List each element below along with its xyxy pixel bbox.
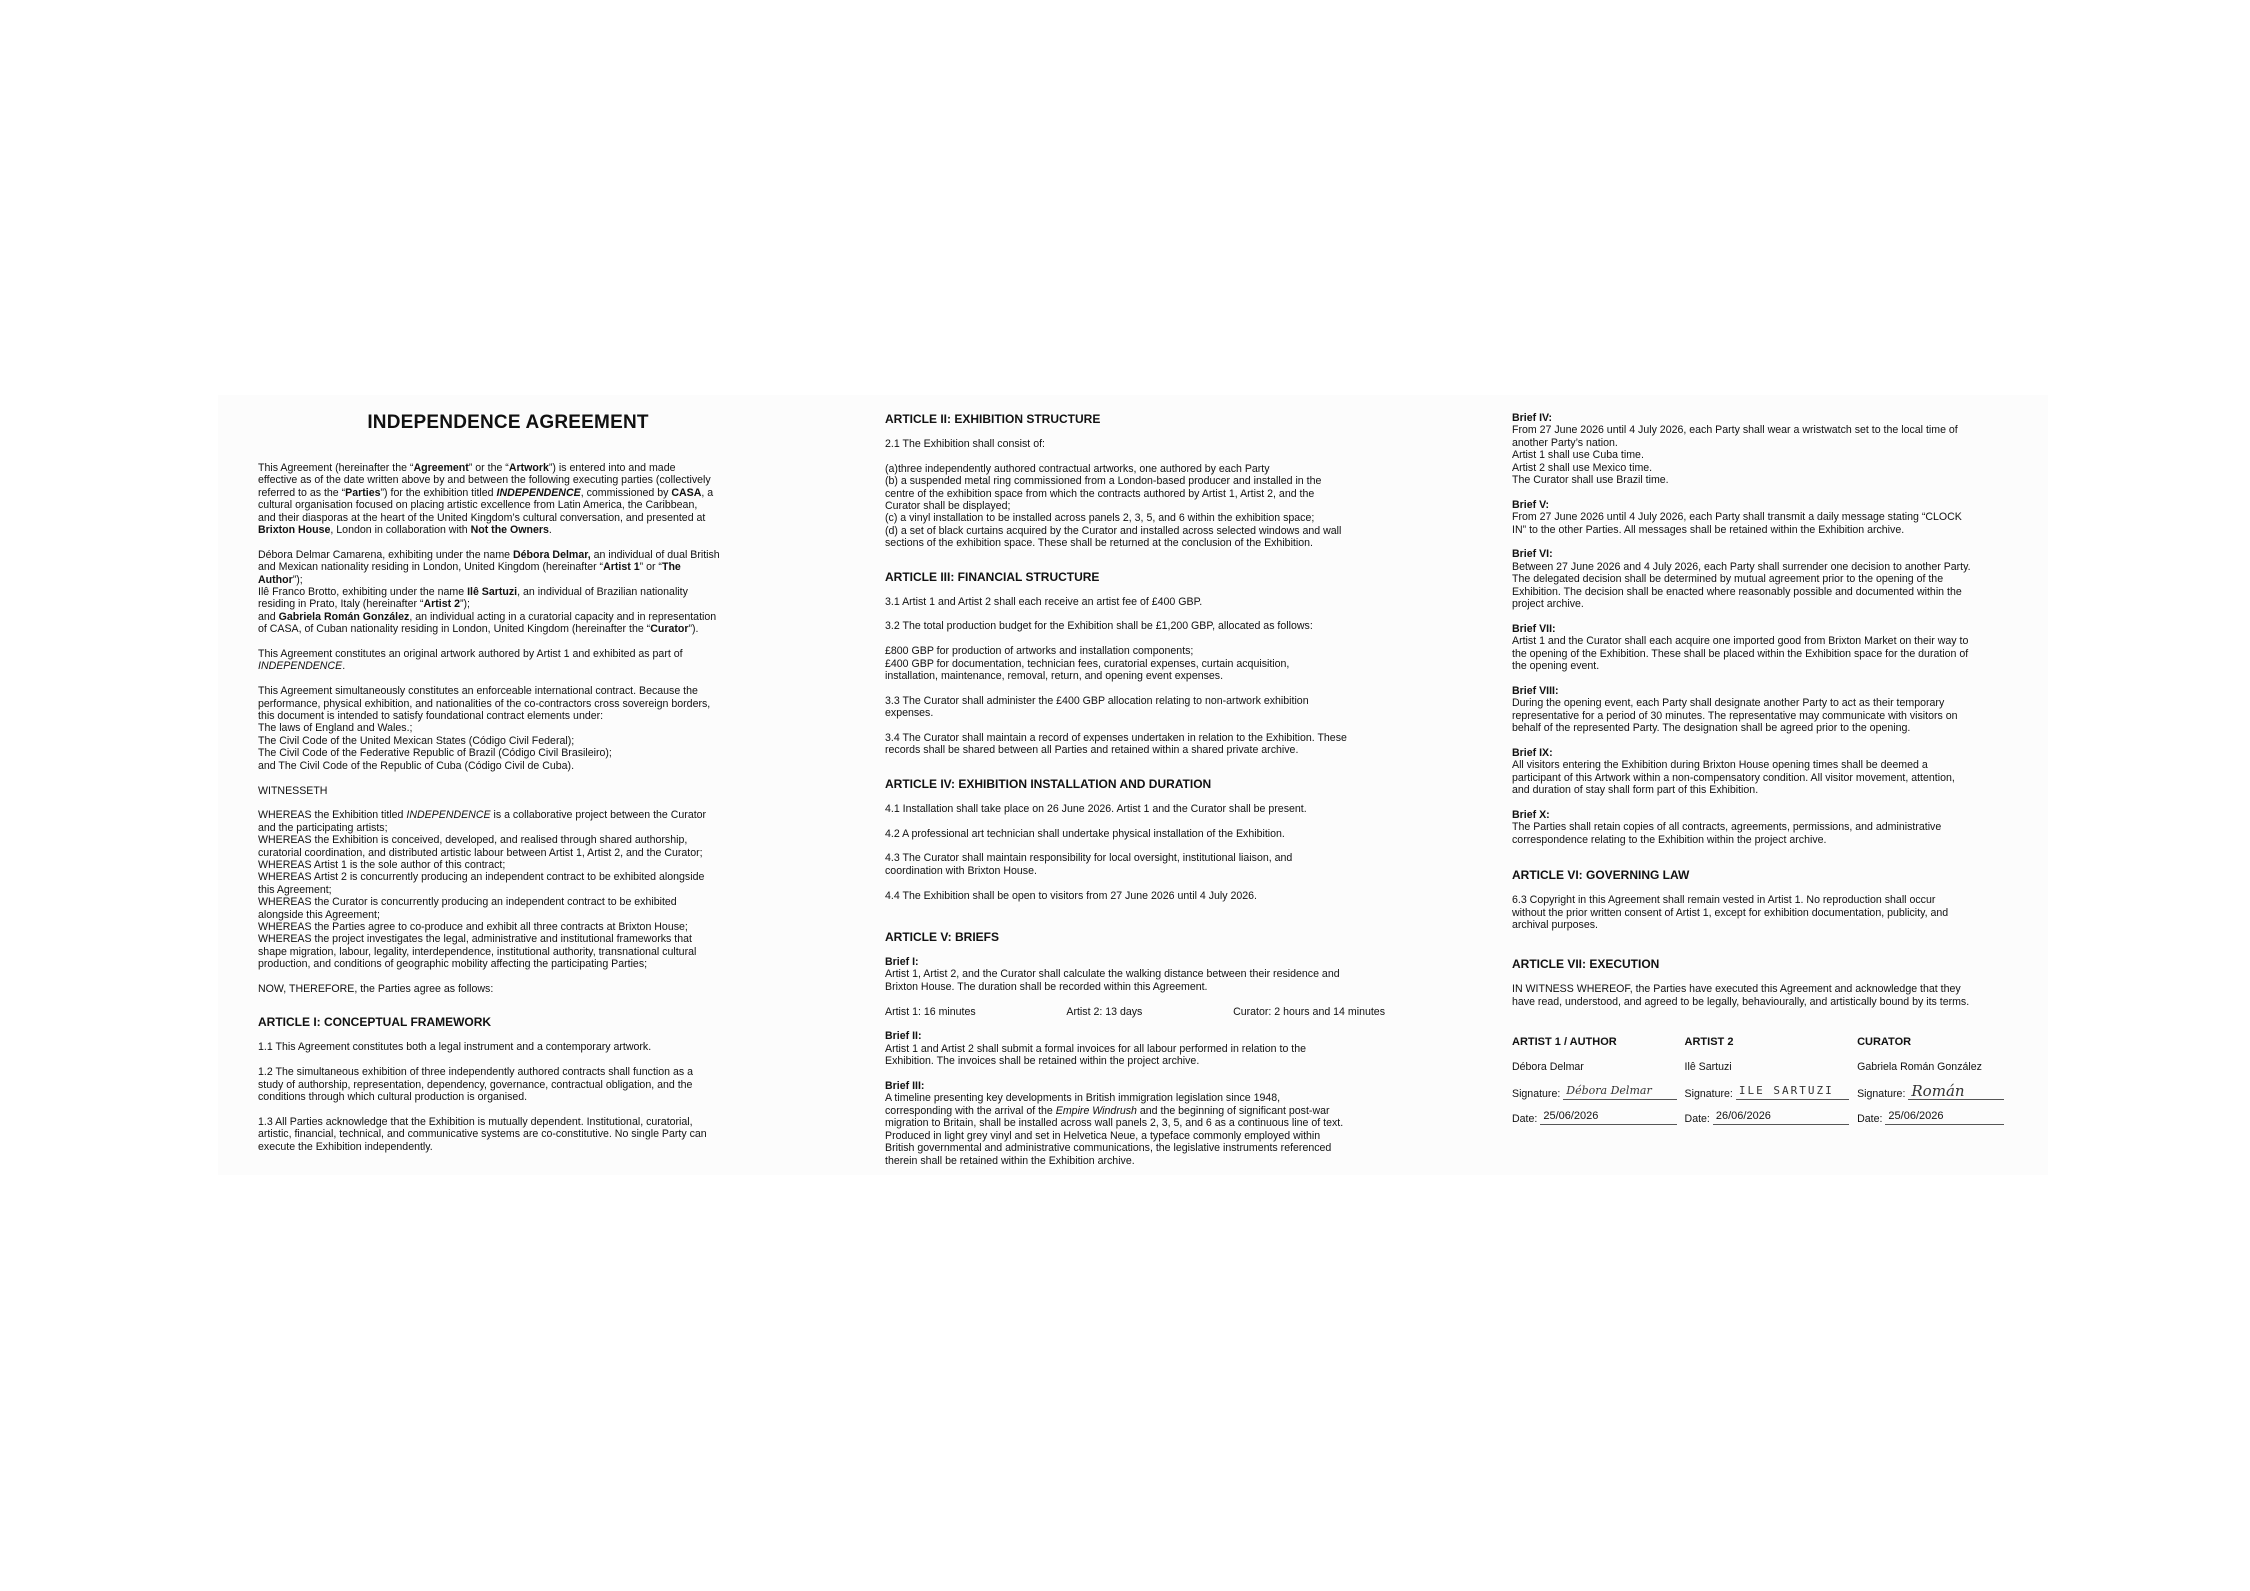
text-line: and Gabriela Román González, an individual acting in a curatorial capacity and in representation (258, 610, 717, 623)
text-line: referred to as the “Parties”) for the exhibition titled INDEPENDENCE, commissioned by CASA, a (258, 486, 714, 499)
date-label: Date: (1512, 1112, 1538, 1125)
text-line: centre of the exhibition space from which the contracts authored by Artist 1, Artist 2, and the (885, 487, 1315, 500)
text-line: representative for a period of 30 minutes. The representative may communicate with visitors on (1512, 709, 1958, 722)
text-line: study of authorship, representation, dependency, governance, contractual obligation, and the (258, 1078, 693, 1091)
text-line: Ilê Franco Brotto, exhibiting under the name Ilê Sartuzi, an individual of Brazilian nationality (258, 586, 688, 599)
text-line: Artist 1 and the Curator shall each acquire one imported good from Brixton Market on their way to (1512, 635, 1969, 648)
text-line: cultural organisation focused on placing artistic excellence from Latin America, the Caribbean, (258, 499, 698, 512)
text-line: This Agreement (hereinafter the “Agreement” or the “Artwork”) is entered into and made (258, 462, 676, 474)
signatory-role: ARTIST 2 (1684, 1036, 1734, 1049)
date-field (1512, 1110, 1677, 1125)
briefs-continued (1512, 412, 2012, 846)
original-artwork-paragraph (258, 648, 758, 673)
text-line: sections of the exhibition space. These shall be returned at the conclusion of the Exhibition. (885, 537, 1313, 550)
text-line: Artist 1 and Artist 2 shall submit a formal invoices for all labour performed in relation to the (885, 1042, 1307, 1055)
text-line: Débora Delmar Camarena, exhibiting under the name Débora Delmar, an individual of dual British (258, 548, 720, 561)
clause (885, 645, 1385, 682)
now-therefore: NOW, THEREFORE, the Parties agree as follows: (258, 982, 494, 995)
text-line: installation, maintenance, removal, return, and opening event expenses. (885, 670, 1224, 683)
clause (885, 620, 1385, 632)
text-line: Artist 2 shall use Mexico time. (1512, 461, 1653, 474)
brief-4 (1512, 412, 2012, 486)
text-line: WHEREAS the project investigates the legal, administrative and institutional frameworks that (258, 933, 692, 946)
brief-title: Brief X: (1512, 808, 1550, 821)
text-line: 1.3 All Parties acknowledge that the Exhibition is mutually dependent. Institutional, curatorial, (258, 1115, 693, 1128)
article-1-heading: ARTICLE I: CONCEPTUAL FRAMEWORK (258, 1015, 492, 1030)
text-line: IN” to the other Parties. All messages shall be retained within the Exhibition archive. (1512, 523, 1905, 536)
text-line: A timeline presenting key developments in British immigration legislation since 1948, (885, 1092, 1281, 1105)
text-line: 3.4 The Curator shall maintain a record of expenses undertaken in relation to the Exhibition. These (885, 732, 1347, 745)
text-line: Brixton House, London in collaboration with Not the Owners. (258, 524, 552, 537)
text-line: alongside this Agreement; (258, 908, 380, 921)
article-3-heading: ARTICLE III: FINANCIAL STRUCTURE (885, 569, 1100, 584)
text-line: conditions through which cultural production is organised. (258, 1090, 528, 1103)
brief-1-result-curator: Curator: 2 hours and 14 minutes (1233, 1005, 1385, 1018)
article-1-body (258, 1041, 758, 1153)
text-line: another Party’s nation. (1512, 436, 1618, 449)
signature-date: 25/06/2026 (1540, 1110, 1676, 1125)
text-line: this document is intended to satisfy foundational contract elements under: (258, 710, 604, 723)
text-line: This Agreement constitutes an original artwork authored by Artist 1 and exhibited as part of (258, 648, 683, 661)
text-line: Author”); (258, 573, 303, 586)
text-line: project archive. (1512, 598, 1584, 611)
clause (885, 463, 1385, 550)
text-line: Between 27 June 2026 and 4 July 2026, each Party shall surrender one decision to another Party. (1512, 560, 1971, 573)
text-line: 4.3 The Curator shall maintain responsibility for local oversight, institutional liaison, and (885, 852, 1293, 865)
text-line: From 27 June 2026 until 4 July 2026, each Party shall transmit a daily message stating “CLOCK (1512, 511, 1962, 524)
clause (258, 1116, 758, 1153)
text-line: 1.1 This Agreement constitutes both a legal instrument and a contemporary artwork. (258, 1041, 652, 1054)
intro-paragraph (258, 462, 758, 536)
brief-3-title: Brief III: (885, 1080, 925, 1093)
brief-3 (885, 1080, 1385, 1167)
text-line: have read, understood, and agreed to be legally, behaviourally, and artistically bound by its terms. (1512, 995, 1970, 1008)
text-line: The Civil Code of the United Mexican States (Código Civil Federal); (258, 734, 575, 747)
text-line: 3.1 Artist 1 and Artist 2 shall each receive an artist fee of £400 GBP. (885, 595, 1203, 608)
text-line: records shall be shared between all Parties and retained within a shared private archive. (885, 744, 1299, 757)
brief-2 (885, 1030, 1385, 1067)
article-4-body (885, 803, 1385, 902)
brief-title: Brief VII: (1512, 622, 1556, 635)
text-line: WHEREAS the Exhibition is conceived, developed, and realised through shared authorship, (258, 834, 688, 847)
text-line: correspondence relating to the Exhibition within the project archive. (1512, 833, 1827, 846)
whereas-clauses (258, 809, 758, 970)
text-line: British governmental and administrative communications, the legislative instruments referenced (885, 1142, 1332, 1155)
text-line: shape migration, labour, legality, interdependence, institutional authority, transnational cultural (258, 945, 697, 958)
text-line: the opening of the Exhibition. These shall be placed within the Exhibition space for the duration of (1512, 647, 1969, 660)
text-line: £800 GBP for production of artworks and installation components; (885, 645, 1194, 658)
date-label: Date: (1857, 1112, 1883, 1125)
date-label: Date: (1684, 1112, 1710, 1125)
text-line: (c) a vinyl installation to be installed across panels 2, 3, 5, and 6 within the exhibition space; (885, 512, 1315, 525)
text-line: The laws of England and Wales.; (258, 722, 413, 735)
brief-2-text (885, 1043, 1385, 1068)
text-line: INDEPENDENCE. (258, 660, 346, 673)
date-field (1685, 1110, 1850, 1125)
text-line: Artist 1, Artist 2, and the Curator shall calculate the walking distance between their residence and (885, 968, 1340, 981)
column-1 (258, 412, 758, 1165)
signature-label: Signature: (1857, 1087, 1906, 1100)
brief-9 (1512, 747, 2012, 797)
text-line: During the opening event, each Party shall designate another Party to act as their temporary (1512, 697, 1945, 710)
date-field (1857, 1110, 2004, 1125)
text-line: curatorial coordination, and distributed artistic labour between Artist 1, Artist 2, and the Curator; (258, 846, 703, 859)
text-line: This Agreement simultaneously constitutes an enforceable international contract. Because the (258, 685, 698, 698)
text-line: without the prior written consent of Artist 1, except for exhibition documentation, publicity, and (1512, 906, 1949, 919)
signature-party (1857, 1036, 2004, 1135)
text-line: 4.2 A professional art technician shall undertake physical installation of the Exhibition. (885, 827, 1285, 840)
signatory-name: Débora Delmar (1512, 1060, 1584, 1073)
text-line: From 27 June 2026 until 4 July 2026, each Party shall wear a wristwatch set to the local time of (1512, 424, 1958, 437)
text-line: coordination with Brixton House. (885, 864, 1037, 877)
clause (885, 803, 1385, 815)
article-7-heading: ARTICLE VII: EXECUTION (1512, 957, 1660, 972)
brief-1-text (885, 968, 1385, 993)
signature-label: Signature: (1684, 1087, 1733, 1100)
brief-1 (885, 956, 1385, 993)
signature-label: Signature: (1512, 1087, 1561, 1100)
text-line: 3.2 The total production budget for the Exhibition shall be £1,200 GBP, allocated as follows: (885, 620, 1313, 633)
text-line: and Mexican nationality residing in London, United Kingdom (hereinafter “Artist 1” or “The (258, 561, 681, 574)
article-2-heading: ARTICLE II: EXHIBITION STRUCTURE (885, 412, 1101, 426)
brief-2-title: Brief II: (885, 1030, 922, 1043)
handwritten-signature: Débora Delmar (1563, 1085, 1676, 1100)
text-line: WHEREAS the Parties agree to co-produce and exhibit all three contracts at Brixton House; (258, 920, 688, 933)
text-line: The Curator shall use Brazil time. (1512, 474, 1669, 487)
brief-title: Brief VI: (1512, 548, 1553, 561)
text-line: the opening event. (1512, 660, 1600, 673)
text-line: 1.2 The simultaneous exhibition of three independently authored contracts shall function as a (258, 1066, 694, 1079)
document-title: INDEPENDENCE AGREEMENT (367, 412, 649, 433)
clause (258, 1066, 758, 1103)
brief-8 (1512, 685, 2012, 735)
clause (885, 890, 1385, 902)
text-line: archival purposes. (1512, 918, 1598, 931)
text-line: and the participating artists; (258, 821, 388, 834)
text-line: 4.4 The Exhibition shall be open to visitors from 27 June 2026 until 4 July 2026. (885, 889, 1257, 902)
signature-block (1512, 1036, 2012, 1135)
brief-1-results (885, 1006, 1385, 1018)
signatory-role: CURATOR (1857, 1036, 1912, 1049)
signature-date: 26/06/2026 (1713, 1110, 1849, 1125)
text-line: WHEREAS the Curator is concurrently producing an independent contract to be exhibited (258, 896, 677, 909)
text-line: (d) a set of black curtains acquired by the Curator and installed across selected windows and wall (885, 524, 1342, 537)
text-line: performance, physical exhibition, and nationalities of the co-contractors cross sovereign borders, (258, 697, 711, 710)
text-line: therein shall be retained within the Exhibition archive. (885, 1154, 1135, 1167)
text-line: Produced in light grey vinyl and set in Helvetica Neue, a typeface commonly employed within (885, 1129, 1321, 1142)
text-line: All visitors entering the Exhibition during Brixton House opening times shall be deemed a (1512, 759, 1928, 772)
brief-3-text (885, 1092, 1385, 1166)
text-line: Artist 1 shall use Cuba time. (1512, 449, 1644, 462)
signatory-role: ARTIST 1 / AUTHOR (1512, 1036, 1617, 1049)
article-6-heading: ARTICLE VI: GOVERNING LAW (1512, 868, 1690, 883)
text-line: (a)three independently authored contractual artworks, one authored by each Party (885, 462, 1270, 475)
clause (885, 828, 1385, 840)
article-5-heading: ARTICLE V: BRIEFS (885, 930, 1000, 945)
signature-field (1512, 1085, 1677, 1100)
brief-1-title: Brief I: (885, 956, 919, 969)
signatory-name: Gabriela Román González (1857, 1060, 1982, 1073)
handwritten-signature: ILE SARTUZI (1736, 1085, 1849, 1100)
text-line: £400 GBP for documentation, technician fees, curatorial expenses, curtain acquisition, (885, 657, 1290, 670)
clause (885, 732, 1385, 757)
text-line: effective as of the date written above by and between the following executing parties (collectively (258, 474, 711, 487)
column-3 (1512, 412, 2012, 1135)
signature-party (1512, 1036, 1677, 1135)
text-line: Curator shall be displayed; (885, 500, 1011, 513)
brief-1-result-artist-2: Artist 2: 13 days (1066, 1005, 1143, 1018)
text-line: Exhibition. The invoices shall be retained within the project archive. (885, 1055, 1200, 1068)
text-line: The Civil Code of the Federative Republic of Brazil (Código Civil Brasileiro); (258, 747, 612, 760)
text-line: expenses. (885, 707, 934, 720)
clause (885, 695, 1385, 720)
column-2 (885, 412, 1385, 1179)
text-line: Exhibition. The decision shall be enacted where reasonably possible and documented within the (1512, 585, 1962, 598)
brief-5 (1512, 499, 2012, 536)
text-line: and The Civil Code of the Republic of Cuba (Código Civil de Cuba). (258, 759, 575, 772)
text-line: migration to Britain, shall be installed across wall panels 2, 3, 5, and 6 as a continuous line of text. (885, 1117, 1344, 1130)
brief-7 (1512, 623, 2012, 673)
text-line: production, and conditions of geographic mobility affecting the participating Parties; (258, 958, 648, 971)
text-line: of CASA, of Cuban nationality residing in London, United Kingdom (hereinafter the “Curator”). (258, 623, 699, 636)
article-3-body (885, 596, 1385, 757)
article-7-body (1512, 983, 2012, 1008)
clause (885, 438, 1385, 450)
text-line: artistic, financial, technical, and communicative systems are co-constitutive. No single Party can (258, 1128, 707, 1141)
brief-title: Brief IV: (1512, 412, 1553, 424)
signature-field (1685, 1085, 1850, 1100)
brief-title: Brief VIII: (1512, 684, 1559, 697)
article-6-body (1512, 894, 2012, 931)
text-line: 3.3 The Curator shall administer the £400 GBP allocation relating to non-artwork exhibition (885, 694, 1309, 707)
text-line: this Agreement; (258, 883, 332, 896)
text-line: 4.1 Installation shall take place on 26 June 2026. Artist 1 and the Curator shall be present. (885, 802, 1307, 815)
text-line: residing in Prato, Italy (hereinafter “Artist 2”); (258, 598, 470, 611)
text-line: IN WITNESS WHEREOF, the Parties have executed this Agreement and acknowledge that they (1512, 983, 1961, 996)
text-line: behalf of the represented Party. The designation shall be agreed prior to the opening. (1512, 722, 1911, 735)
text-line: The delegated decision shall be determined by mutual agreement prior to the opening of the (1512, 573, 1944, 586)
text-line: execute the Exhibition independently. (258, 1140, 433, 1153)
text-line: (b) a suspended metal ring commissioned from a London-based producer and installed in the (885, 475, 1322, 488)
text-line: and duration of stay shall form part of this Exhibition. (1512, 784, 1759, 797)
brief-6 (1512, 548, 2012, 610)
clause (885, 596, 1385, 608)
signature-party (1685, 1036, 1850, 1135)
article-4-heading: ARTICLE IV: EXHIBITION INSTALLATION AND DURATION (885, 776, 1212, 791)
brief-10 (1512, 809, 2012, 846)
signature-field (1857, 1081, 2004, 1100)
clause (885, 852, 1385, 877)
clause (258, 1041, 758, 1053)
brief-title: Brief IX: (1512, 746, 1553, 759)
contract-paragraph (258, 685, 758, 772)
handwritten-signature: Román (1908, 1085, 2004, 1100)
article-2-body (885, 438, 1385, 550)
signatory-name: Ilê Sartuzi (1684, 1060, 1732, 1073)
text-line: The Parties shall retain copies of all contracts, agreements, permissions, and administrative (1512, 821, 1942, 834)
text-line: Brixton House. The duration shall be recorded within this Agreement. (885, 980, 1208, 993)
text-line: WHEREAS Artist 2 is concurrently producing an independent contract to be exhibited alongside (258, 871, 705, 884)
witnesseth-label: WITNESSETH (258, 784, 328, 797)
text-line: 6.3 Copyright in this Agreement shall remain vested in Artist 1. No reproduction shall occur (1512, 894, 1936, 907)
signature-date: 25/06/2026 (1885, 1110, 2004, 1125)
text-line: and their diasporas at the heart of the United Kingdom’s cultural conversation, and presented at (258, 511, 706, 524)
text-line: corresponding with the arrival of the Empire Windrush and the beginning of significant post-war (885, 1104, 1330, 1117)
parties-paragraph (258, 549, 758, 636)
brief-1-result-artist-1: Artist 1: 16 minutes (885, 1005, 976, 1018)
text-line: participant of this Artwork within a non-compensatory condition. All visitor movement, attention, (1512, 771, 1955, 784)
text-line: WHEREAS Artist 1 is the sole author of this contract; (258, 858, 506, 871)
brief-title: Brief V: (1512, 498, 1550, 511)
text-line: 2.1 The Exhibition shall consist of: (885, 438, 1045, 450)
text-line: WHEREAS the Exhibition titled INDEPENDENCE is a collaborative project between the Curator (258, 809, 707, 822)
